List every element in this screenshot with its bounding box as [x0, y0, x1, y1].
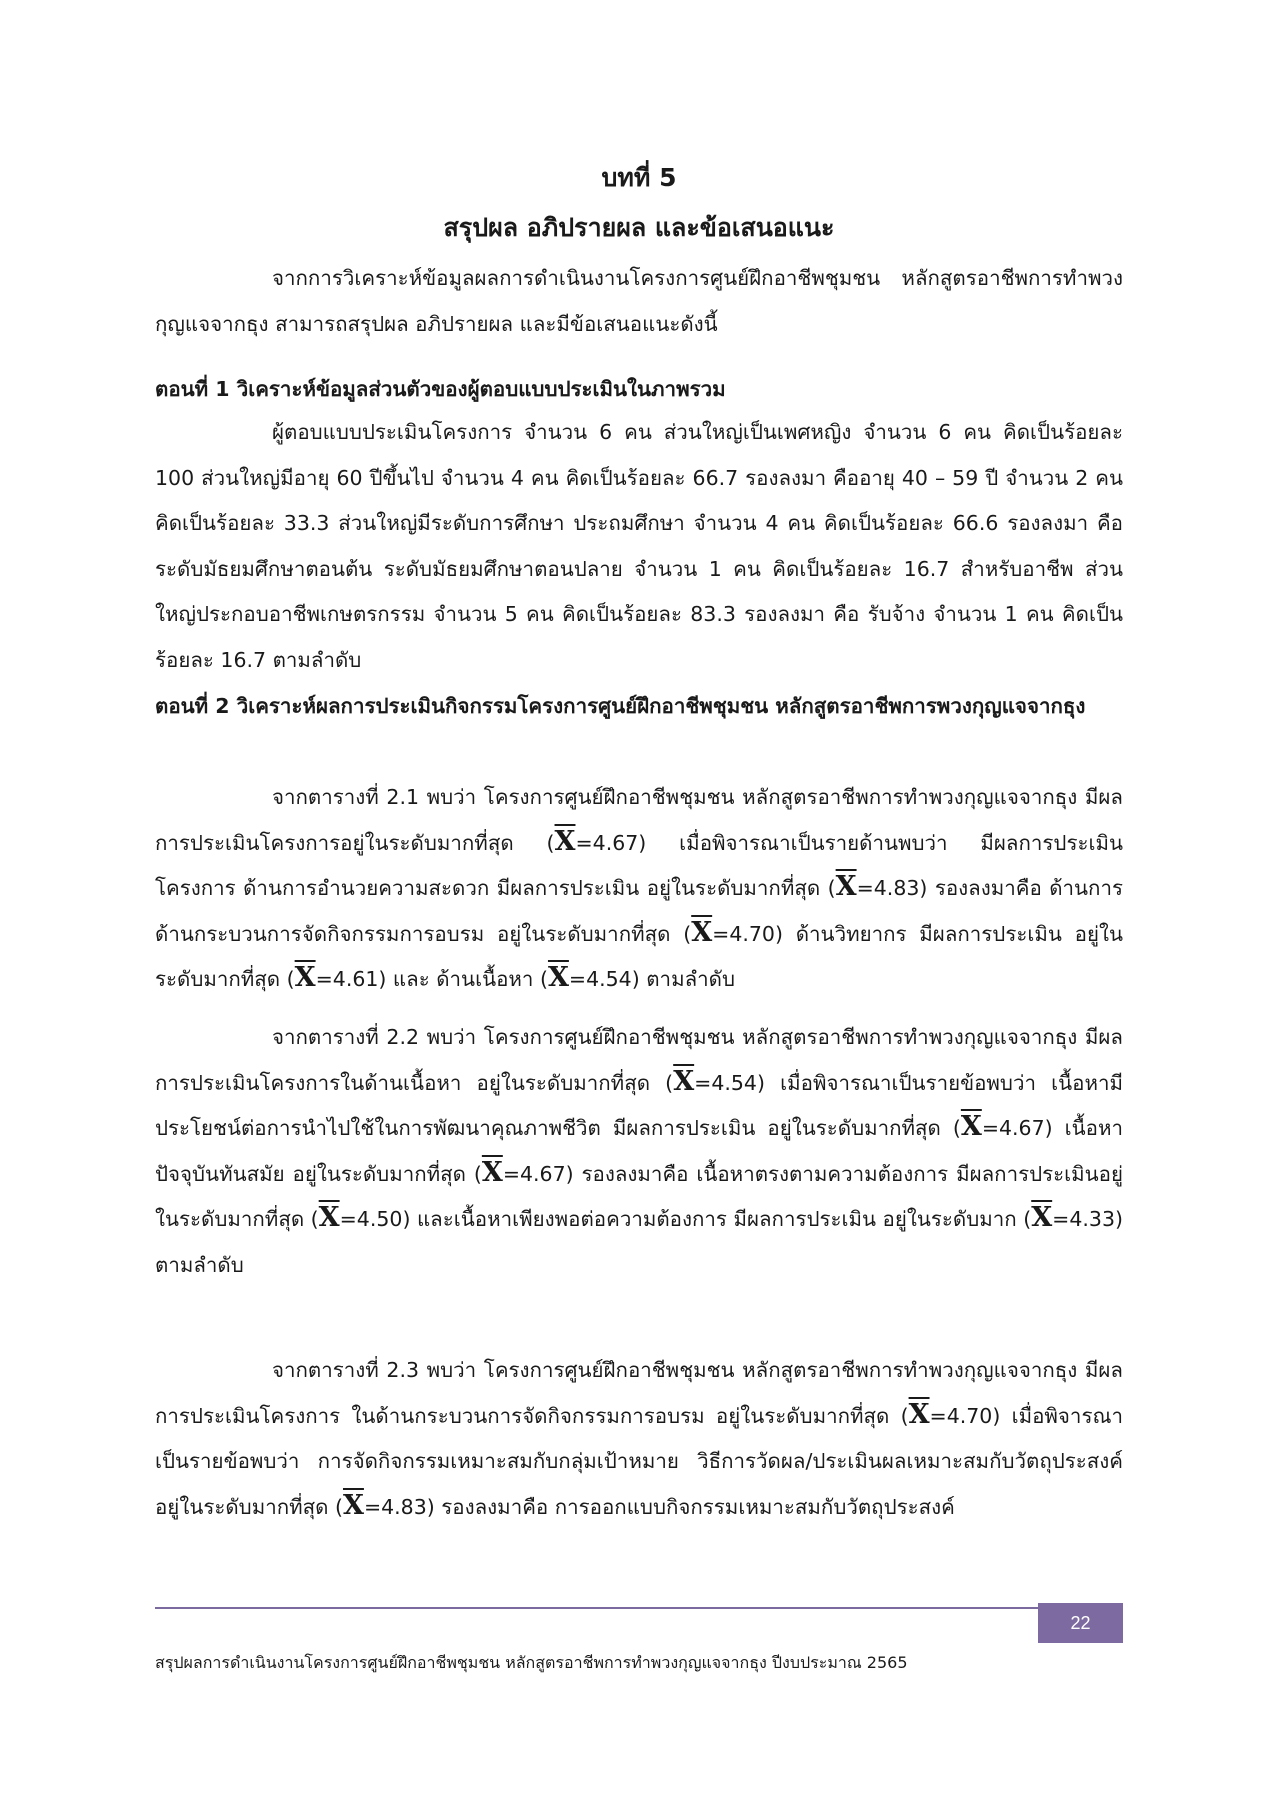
- footer-divider: [155, 1607, 1123, 1609]
- text-segment: =4.50) และเนื้อหาเพียงพอต่อความต้องการ มีผลการประเมิน อยู่ในระดับมาก (: [339, 1207, 1032, 1231]
- mean-symbol: $\overline{X}$: [342, 1489, 364, 1521]
- text-segment: =4.67) รองลงมาคือ เนื้อหาตรงตามความต้องการ มีผลการประเมินอยู่ในระดับมากที่สุด (: [155, 1161, 1123, 1231]
- mean-symbol: $\overline{X}$: [691, 916, 713, 948]
- mean-symbol: $\overline{X}$: [294, 962, 316, 993]
- mean-symbol: $\overline{X}$: [908, 1398, 930, 1430]
- chapter-title: สรุปผล อภิปรายผล และข้อเสนอแนะ: [443, 213, 835, 242]
- mean-symbol: $\overline{X}$: [554, 825, 576, 857]
- mean-symbol: $\overline{X}$: [835, 871, 857, 902]
- part1-heading: ตอนที่ 1 วิเคราะห์ข้อมูลส่วนตัวของผู้ตอบแบบประเมินในภาพรวม: [155, 377, 726, 401]
- part1-paragraph: ผู้ตอบแบบประเมินโครงการ จำนวน 6 คน ส่วนใหญ่เป็นเพศหญิง จำนวน 6 คน คิดเป็นร้อยละ 100 ส่วนใหญ่มีอายุ 60 ปีขึ้นไป จำนวน 4 คน คิดเป็นร้อยละ 66.7 รองลงมา คืออายุ 40 – 59 ปี จำนวน 2 คน คิดเป็นร้อยละ 33.3 ส่วนใหญ่มีระดับการศึกษา ประถมศึกษา จำนวน 4 คน คิดเป็นร้อยละ 66.6 รองลงมา คือ ระดับมัธยมศึกษาตอนต้น ระดับมัธยมศึกษาตอนปลาย จำนวน 1 คน คิดเป็นร้อยละ 16.7 สำหรับอาชีพ ส่วนใหญ่ประกอบอาชีพเกษตรกรรม จำนวน 5 คน คิดเป็นร้อยละ 83.3 รองลงมา คือ รับจ้าง จำนวน 1 คน คิดเป็นร้อยละ 16.7 ตามลำดับ: [155, 420, 1123, 672]
- part2-paragraph-1: [155, 775, 1123, 1003]
- text-segment: จากตารางที่ 2.1 พบว่า โครงการศูนย์ฝึกอาชีพชุมชน หลักสูตรอาชีพการทำพวงกุญแจจากธุง มีผลการประเมินโครงการอยู่ในระดับมากที่สุด (: [155, 785, 1123, 855]
- text-segment: =4.67) เนื้อหาปัจจุบันทันสมัย อยู่ในระดับมากที่สุด (: [155, 1116, 1123, 1186]
- text-segment: =4.54) เมื่อพิจารณาเป็นรายข้อพบว่า เนื้อหามีประโยชน์ต่อการนำไปใช้ในการพัฒนาคุณภาพชีวิต มีผลการประเมิน อยู่ในระดับมากที่สุด (: [155, 1070, 1123, 1140]
- text-segment: =4.83) รองลงมาคือ การออกแบบกิจกรรมเหมาะสมกับวัตถุประสงค์: [363, 1494, 955, 1519]
- text-segment: จากตารางที่ 2.3 พบว่า โครงการศูนย์ฝึกอาชีพชุมชน หลักสูตรอาชีพการทำพวงกุญแจจากธุง มีผลการประเมินโครงการ ในด้านกระบวนการจัดกิจกรรมการอบรม อยู่ในระดับมากที่สุด (: [155, 1358, 1123, 1428]
- part2-paragraph-2: [155, 1015, 1123, 1288]
- page-number: 22: [1038, 1603, 1123, 1643]
- text-segment: =4.54) ตามลำดับ: [568, 967, 735, 991]
- mean-symbol: $\overline{X}$: [547, 962, 569, 993]
- text-segment: =4.61) และ ด้านเนื้อหา (: [315, 967, 548, 991]
- text-segment: =4.70) ด้านวิทยากร มีผลการประเมิน อยู่ในระดับมากที่สุด (: [155, 921, 1123, 991]
- text-segment: จากตารางที่ 2.2 พบว่า โครงการศูนย์ฝึกอาชีพชุมชน หลักสูตรอาชีพการทำพวงกุญแจจากธุง มีผลการประเมินโครงการในด้านเนื้อหา อยู่ในระดับมากที่สุด (: [155, 1025, 1123, 1095]
- mean-symbol: $\overline{X}$: [481, 1156, 503, 1188]
- document-page: [155, 0, 1123, 1800]
- footer-text: สรุปผลการดำเนินงานโครงการศูนย์ฝึกอาชีพชุมชน หลักสูตรอาชีพการทำพวงกุญแจจากธุง ปีงบประมาณ 2565: [155, 1653, 908, 1672]
- text-segment: =4.67) เมื่อพิจารณาเป็นรายด้านพบว่า มีผลการประเมินโครงการ ด้านการอำนวยความสะดวก มีผลการประเมิน อยู่ในระดับมากที่สุด (: [155, 830, 1123, 900]
- part2-paragraph-3: [155, 1348, 1123, 1530]
- mean-symbol: $\overline{X}$: [1031, 1202, 1053, 1233]
- text-segment: =4.70) เมื่อพิจารณาเป็นรายข้อพบว่า การจัดกิจกรรมเหมาะสมกับกลุ่มเป้าหมาย วิธีการวัดผล/ประเมินผลเหมาะสมกับวัตถุประสงค์อยู่ในระดับมากที่สุด (: [155, 1403, 1123, 1519]
- text-segment: =4.83) รองลงมาคือ ด้านการด้านกระบวนการจัดกิจกรรมการอบรม อยู่ในระดับมากที่สุด (: [155, 876, 1123, 946]
- intro-paragraph: จากการวิเคราะห์ข้อมูลผลการดำเนินงานโครงการศูนย์ฝึกอาชีพชุมชน หลักสูตรอาชีพการทำพวงกุญแจจากธุง สามารถสรุปผล อภิปรายผล และมีข้อเสนอแนะดังนี้: [155, 266, 1123, 336]
- mean-symbol: $\overline{X}$: [318, 1202, 340, 1233]
- text-segment: =4.33) ตามลำดับ: [155, 1207, 1123, 1277]
- mean-symbol: $\overline{X}$: [673, 1065, 695, 1097]
- part2-heading: ตอนที่ 2 วิเคราะห์ผลการประเมินกิจกรรมโครงการศูนย์ฝึกอาชีพชุมชน หลักสูตรอาชีพการพวงกุญแจจากธุง: [155, 694, 1086, 718]
- chapter-number: บทที่ 5: [601, 163, 677, 192]
- mean-symbol: $\overline{X}$: [960, 1111, 982, 1142]
